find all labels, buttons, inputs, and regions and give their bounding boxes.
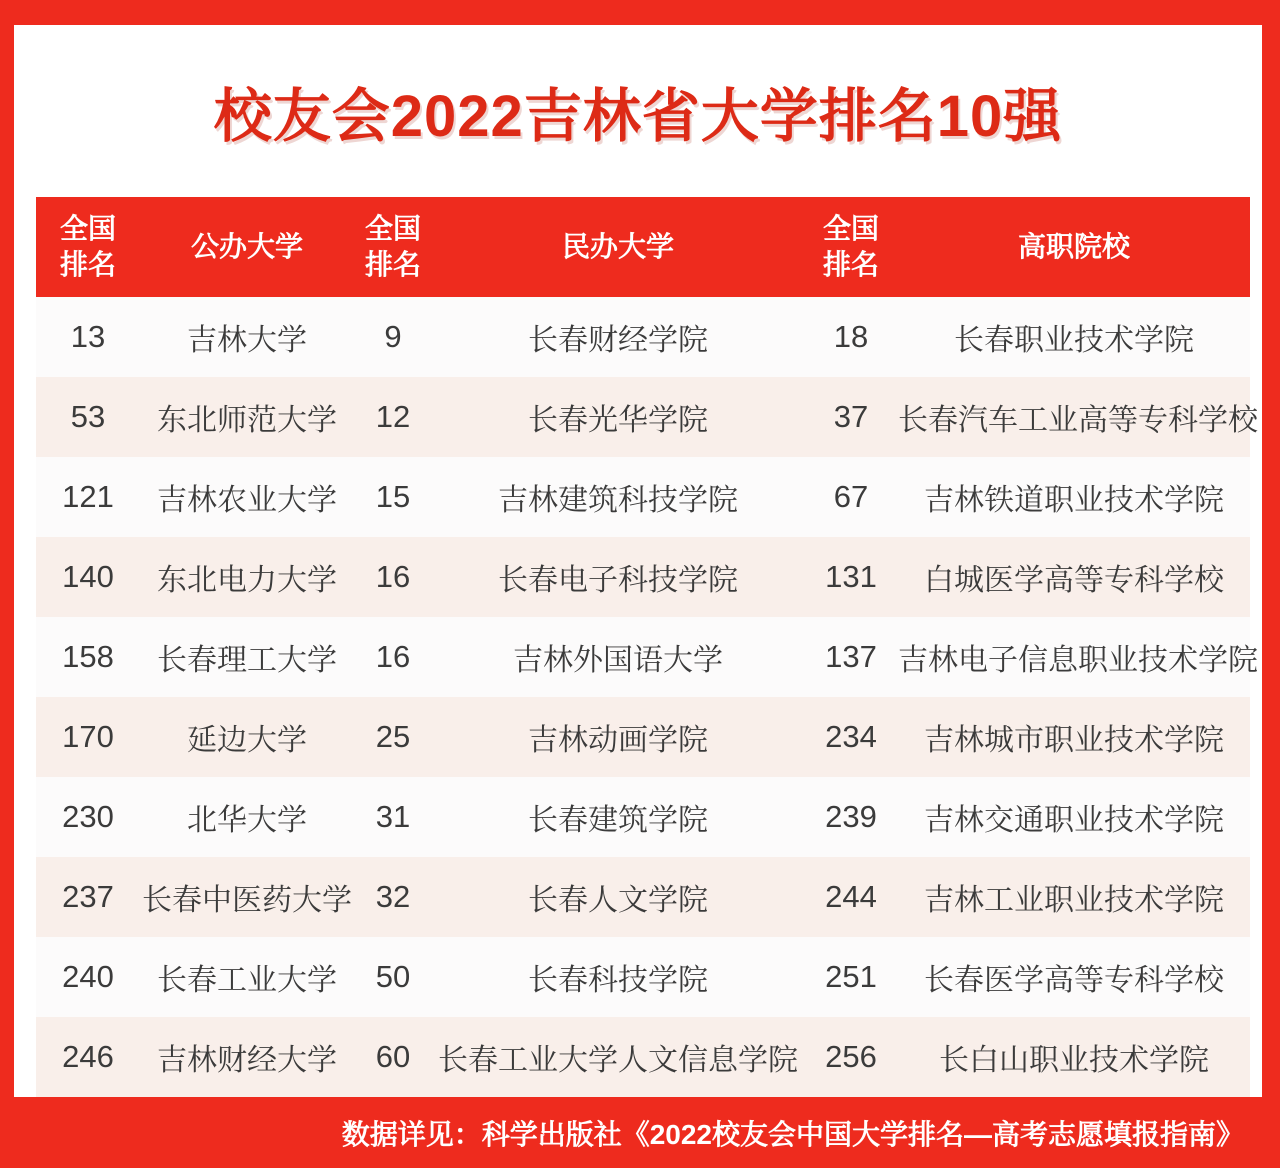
table-row — [36, 377, 1258, 457]
school-cell: 长春科技学院 — [527, 964, 708, 997]
table-row — [36, 457, 1250, 537]
header-label: 高职院校 — [1017, 230, 1130, 262]
header-label: 民办大学 — [561, 230, 674, 262]
rank-cell: 16 — [375, 559, 411, 594]
table-row — [36, 857, 1250, 937]
rank-cell: 15 — [375, 479, 411, 514]
table-body — [36, 297, 1258, 1097]
school-cell: 吉林外国语大学 — [512, 644, 723, 677]
school-cell: 东北电力大学 — [156, 564, 337, 597]
rank-cell: 53 — [70, 399, 106, 434]
rank-cell: 239 — [825, 799, 877, 834]
school-cell: 长白山职业技术学院 — [938, 1044, 1209, 1077]
rank-cell: 37 — [833, 399, 869, 434]
school-cell: 长春电子科技学院 — [497, 564, 738, 597]
rank-cell: 16 — [375, 639, 411, 674]
rank-cell: 9 — [384, 319, 402, 354]
school-cell: 长春理工大学 — [156, 644, 337, 677]
school-cell: 吉林大学 — [186, 324, 307, 357]
school-cell: 长春职业技术学院 — [953, 324, 1194, 357]
school-cell: 吉林动画学院 — [527, 724, 708, 757]
table-row — [36, 777, 1250, 857]
school-cell: 长春人文学院 — [527, 884, 708, 917]
rank-cell: 140 — [62, 559, 114, 594]
school-cell: 白城医学高等专科学校 — [923, 564, 1224, 597]
rank-cell: 240 — [62, 959, 114, 994]
rank-cell: 60 — [375, 1039, 411, 1074]
table-row — [36, 617, 1258, 697]
school-cell: 长春光华学院 — [527, 404, 708, 437]
school-cell: 东北师范大学 — [156, 404, 337, 437]
school-cell: 长春汽车工业高等专科学校 — [897, 404, 1258, 437]
rank-cell: 256 — [825, 1039, 877, 1074]
rank-cell: 12 — [375, 399, 411, 434]
school-cell: 吉林城市职业技术学院 — [923, 724, 1224, 757]
rank-cell: 50 — [375, 959, 411, 994]
rank-cell: 234 — [825, 719, 877, 754]
school-cell: 吉林建筑科技学院 — [497, 484, 738, 517]
school-cell: 延边大学 — [186, 724, 307, 757]
header-label: 全国排名 — [59, 212, 116, 280]
school-cell: 吉林农业大学 — [156, 484, 337, 517]
footer-source-text: 数据详见：科学出版社《2022校友会中国大学排名—高考志愿填报指南》 — [341, 1118, 1244, 1150]
school-cell: 长春工业大学 — [156, 964, 337, 997]
table-header-row — [36, 197, 1250, 297]
rank-cell: 230 — [62, 799, 114, 834]
header-cell-4 — [804, 211, 898, 284]
school-cell: 吉林交通职业技术学院 — [923, 804, 1224, 837]
rank-cell: 13 — [70, 319, 106, 354]
rank-cell: 131 — [825, 559, 877, 594]
school-cell: 吉林铁道职业技术学院 — [923, 484, 1224, 517]
rank-cell: 137 — [825, 639, 877, 674]
school-cell: 长春工业大学人文信息学院 — [437, 1044, 798, 1077]
rank-cell: 237 — [62, 879, 114, 914]
school-cell: 吉林工业职业技术学院 — [923, 884, 1224, 917]
header-cell-3 — [432, 229, 804, 265]
school-cell: 长春财经学院 — [527, 324, 708, 357]
header-cell-5 — [898, 229, 1250, 265]
rank-cell: 25 — [375, 719, 411, 754]
rank-cell: 121 — [62, 479, 114, 514]
ranking-table — [36, 197, 1258, 1097]
header-label: 公办大学 — [190, 230, 303, 262]
rank-cell: 246 — [62, 1039, 114, 1074]
table-row — [36, 697, 1250, 777]
header-cell-0 — [36, 211, 140, 284]
school-cell: 北华大学 — [186, 804, 307, 837]
rank-cell: 158 — [62, 639, 114, 674]
table-row — [36, 1017, 1250, 1097]
rank-cell: 170 — [62, 719, 114, 754]
school-cell: 吉林财经大学 — [156, 1044, 337, 1077]
rank-cell: 31 — [375, 799, 411, 834]
rank-cell: 67 — [833, 479, 869, 514]
table-row — [36, 537, 1250, 617]
school-cell: 吉林电子信息职业技术学院 — [897, 644, 1258, 677]
table-row — [36, 937, 1250, 1017]
rank-cell: 244 — [825, 879, 877, 914]
footer-bar — [0, 1097, 1280, 1168]
rank-cell: 251 — [825, 959, 877, 994]
title-zone — [14, 25, 1262, 197]
school-cell: 长春中医药大学 — [141, 884, 352, 917]
page-title: 校友会2022吉林省大学排名10强 — [213, 84, 1063, 149]
school-cell: 长春建筑学院 — [527, 804, 708, 837]
header-cell-2 — [354, 211, 432, 284]
header-cell-1 — [140, 229, 354, 265]
table-row — [36, 297, 1250, 377]
school-cell: 长春医学高等专科学校 — [923, 964, 1224, 997]
content-panel — [14, 25, 1262, 1097]
rank-cell: 18 — [833, 319, 869, 354]
header-label: 全国排名 — [364, 212, 421, 280]
rank-cell: 32 — [375, 879, 411, 914]
header-label: 全国排名 — [822, 212, 879, 280]
